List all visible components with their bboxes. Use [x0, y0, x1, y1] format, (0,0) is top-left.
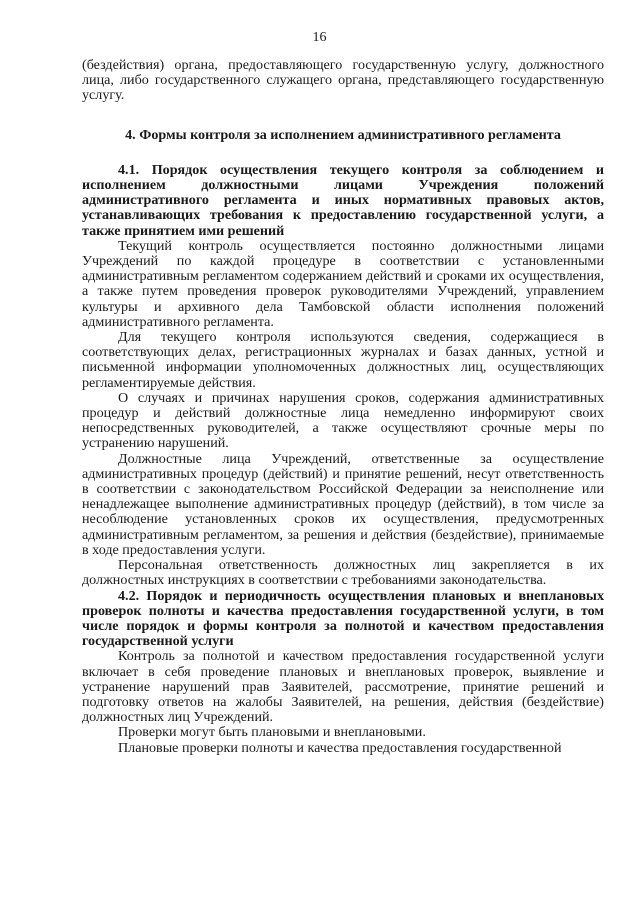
- section-heading-4: 4. Формы контроля за исполнением административного регламента: [125, 126, 561, 143]
- paragraph: О случаях и причинах нарушения сроков, содержания административных процедур и действий должностные лица немедленно информируют своих непосредственных руководителей, а также осуществляют срочные меры по устранению нарушений.: [82, 389, 604, 452]
- paragraph: Для текущего контроля используются сведения, содержащиеся в соответствующих делах, регистрационных журналах и базах данных, устной и письменной информации уполномоченных должностных лиц, осуществляющих регламентируемые действия.: [82, 329, 604, 391]
- subsection-heading-4-1: 4.1. Порядок осуществления текущего контроля за соблюдением и исполнением должностными лицами Учреждения положений административного регламента и иных нормативных правовых актов, устанавливающих требования к предоставлению государственной услуги, а также принятием ими решений: [82, 161, 604, 239]
- subsection-heading-4-2: 4.2. Порядок и периодичность осуществления плановых и внеплановых проверок полноты и качества предоставления государственной услуги, в том числе порядок и формы контроля за полнотой и качеством предоставления государственной услуги: [82, 587, 604, 650]
- paragraph: Текущий контроль осуществляется постоянно должностными лицами Учреждений по каждой процедуре в соответствии с установленными административным регламентом содержанием действий и сроками их осуществления, а также путем проведения проверок руководителями Учреждений, управлением культуры и архивного дела Тамбовской области исполнения положений административного регламента.: [82, 237, 604, 330]
- document-body: [82, 58, 604, 756]
- paragraph: Должностные лица Учреждений, ответственные за осуществление административных процедур (действий) и принятие решений, несут ответственность в соответствии с законодательством Российской Федерации за неисполнение или ненадлежащее выполнение административных процедур (действий), в том числе за несоблюдение установленных сроков их осуществления, предусмотренных административным регламентом, за решения и действия (бездействие), принимаемые в ходе предоставления услуги.: [82, 450, 604, 558]
- paragraph: Проверки могут быть плановыми и внеплановыми.: [118, 724, 426, 741]
- paragraph: Плановые проверки полноты и качества предоставления государственной: [118, 739, 562, 756]
- paragraph-continuation: (бездействия) органа, предоставляющего государственную услугу, должностного лица, либо государственного служащего органа, представляющего государственную услугу.: [82, 57, 604, 104]
- paragraph: Контроль за полнотой и качеством предоставления государственной услуги включает в себя проведение плановых и внеплановых проверок, выявление и устранение нарушений прав Заявителей, рассмотрение, принятие решений и подготовку ответов на жалобы Заявителей, на решения, действия (бездействие) должностных лиц Учреждений.: [82, 648, 604, 726]
- paragraph: Персональная ответственность должностных лиц закрепляется в их должностных инструкциях в соответствии с требованиями законодательства.: [82, 557, 604, 589]
- page-number: 16: [312, 30, 327, 45]
